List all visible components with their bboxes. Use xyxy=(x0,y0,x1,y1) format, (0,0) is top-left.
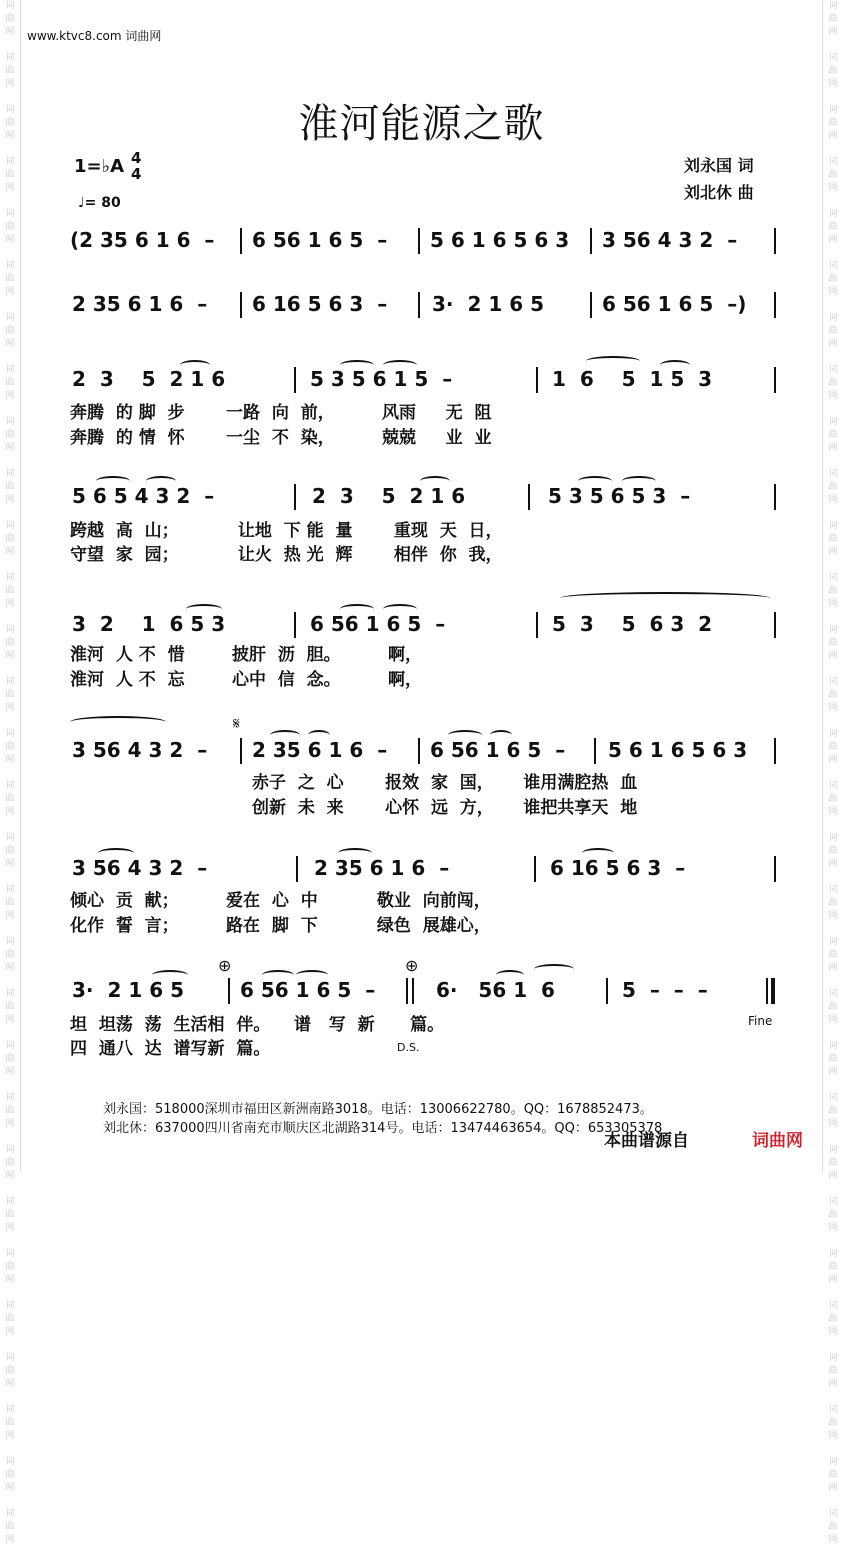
slur xyxy=(448,730,482,740)
barline xyxy=(774,292,776,318)
measure: 5 3 5 6 3 2 xyxy=(552,612,713,636)
measure: 2 35 6 1 6 – xyxy=(72,292,208,316)
score-line-8 xyxy=(70,978,780,1008)
measure: 5 6 5 4 3 2 – xyxy=(72,484,215,508)
barline xyxy=(418,292,420,318)
time-signature xyxy=(131,150,141,182)
slur xyxy=(560,592,770,604)
source-label: 本曲谱源自 xyxy=(604,1131,689,1151)
barline xyxy=(590,292,592,318)
coda-sign: ⊕ xyxy=(218,956,232,975)
score-line-7 xyxy=(70,856,780,886)
lyricist-credit: 刘永国 词 xyxy=(684,156,754,175)
lyric-line: 四 通八 达 谱写新 篇。 xyxy=(70,1039,271,1059)
measure: 3· 2 1 6 5 xyxy=(432,292,544,316)
slur xyxy=(146,476,176,486)
time-top: 4 xyxy=(131,149,142,167)
barline xyxy=(536,612,538,638)
site-url[interactable]: www.ktvc8.com 词曲网 xyxy=(27,29,162,43)
measure: 6 16 5 6 3 – xyxy=(252,292,388,316)
measure: 6 16 5 6 3 – xyxy=(550,856,686,880)
segno-sign: 𝄋 xyxy=(233,714,240,733)
barline xyxy=(774,228,776,254)
slur xyxy=(490,730,512,740)
final-barline xyxy=(771,978,775,1004)
lyric-line: 倾心 贡 献； 爱在 心 中 敬业 向前闯， xyxy=(70,891,491,911)
score-line-1 xyxy=(70,228,780,258)
barline xyxy=(774,612,776,638)
measure: 1 6 5 1 5 3 xyxy=(552,367,713,391)
measure: 6 56 1 6 5 –) xyxy=(602,292,747,316)
measure: 6 56 1 6 5 – xyxy=(240,978,376,1002)
lyric-line: 创新 未 来 心怀 远 方， 谁把共享天 地 xyxy=(252,798,638,818)
slur xyxy=(262,970,294,980)
time-bottom: 4 xyxy=(131,165,142,183)
barline xyxy=(528,484,530,510)
score-line-4 xyxy=(70,484,780,514)
measure: 2 35 6 1 6 – xyxy=(314,856,450,880)
lyric-line: 化作 誓 言； 路在 脚 下 绿色 展雄心， xyxy=(70,916,491,936)
barline xyxy=(294,367,296,393)
measure: 5 3 5 6 1 5 – xyxy=(310,367,453,391)
lyric-line: 守望 家 园； 让火 热 光 辉 相伴 你 我， xyxy=(70,545,503,565)
coda-sign: ⊕ xyxy=(405,956,419,975)
barline xyxy=(774,738,776,764)
barline xyxy=(228,978,230,1004)
slur xyxy=(578,476,612,486)
barline xyxy=(534,856,536,882)
lyric-line: 赤子 之 心 报效 家 国， 谁用满腔热 血 xyxy=(252,773,638,793)
ds-mark: D.S. xyxy=(397,1041,420,1054)
barline xyxy=(240,292,242,318)
lyricist-address: 刘永国：518000深圳市福田区新洲南路3018。电话：13006622780。QQ：1678852473。 xyxy=(103,1102,653,1117)
barline xyxy=(406,978,408,1004)
composer-address: 刘北休：637000四川省南充市顺庆区北湖路314号。电话：13474463654。QQ：653305378 xyxy=(103,1121,663,1136)
barline xyxy=(590,228,592,254)
fine-mark: Fine xyxy=(748,1014,773,1028)
barline xyxy=(594,738,596,764)
lyric-line: 跨越 高 山； 让地 下 能 量 重现 天 日， xyxy=(70,521,503,541)
slur xyxy=(582,848,614,858)
slur xyxy=(186,604,222,614)
measure: 5 6 1 6 5 6 3 xyxy=(608,738,748,762)
slur xyxy=(180,360,210,370)
measure: 3 2 1 6 5 3 xyxy=(72,612,226,636)
slur xyxy=(622,476,656,486)
lyric-line: 淮河 人 不 忘 心中 信 念。 啊， xyxy=(70,670,422,690)
lyric-line: 淮河 人 不 惜 披肝 沥 胆。 啊， xyxy=(70,645,422,665)
lyric-line: 坦 坦荡 荡 生活相 伴。 谱 写 新 篇。 xyxy=(70,1015,445,1035)
lyric-line: 奔腾 的 情 怀 一尘 不 染， 兢兢 业 业 xyxy=(70,428,492,448)
slur xyxy=(338,848,372,858)
measure: 5 3 5 6 5 3 – xyxy=(548,484,691,508)
score-line-2 xyxy=(70,292,780,322)
measure: 2 3 5 2 1 6 xyxy=(312,484,466,508)
slur xyxy=(660,360,690,370)
slur xyxy=(96,476,130,486)
measure: 2 3 5 2 1 6 xyxy=(72,367,226,391)
barline xyxy=(240,228,242,254)
tempo-mark: ♩= 80 xyxy=(78,195,121,211)
measure: 3 56 4 3 2 – xyxy=(602,228,738,252)
slur xyxy=(98,848,134,858)
barline xyxy=(418,738,420,764)
key-signature: 1=♭A xyxy=(74,156,125,177)
barline xyxy=(294,484,296,510)
slur xyxy=(70,716,166,728)
slur xyxy=(340,360,374,370)
slur xyxy=(340,604,374,614)
lyric-line: 奔腾 的 脚 步 一路 向 前， 风雨 无 阻 xyxy=(70,403,492,423)
barline xyxy=(418,228,420,254)
score-line-5 xyxy=(70,612,780,642)
slur xyxy=(534,964,574,974)
barline xyxy=(774,367,776,393)
barline xyxy=(296,856,298,882)
measure: 3 56 4 3 2 – xyxy=(72,738,208,762)
score-line-3 xyxy=(70,367,780,397)
measure: 6 56 1 6 5 – xyxy=(310,612,446,636)
barline xyxy=(774,856,776,882)
slur xyxy=(586,356,640,366)
slur xyxy=(383,360,417,370)
left-watermark: 词 曲 网 词 曲 网 词 曲 网 词 曲 网 词 曲 网 词 曲 网 词 曲 网 词 曲 网 词 曲 网 词 曲 网 词 曲 网 词 曲 网 词 曲 网 词 曲 网 词 曲 网 词 曲 网 词 曲 网 词 曲 网 词 曲 网 词 曲 网 词 曲 网 词 曲 网 词 曲 网 词 曲 网 词 曲 网 词 曲 网 词 曲 网 词 曲 网 词 曲 网 词 曲 网 xyxy=(5,1,15,1545)
brand-link[interactable]: 词曲网 xyxy=(752,1131,803,1151)
measure: 2 35 6 1 6 – xyxy=(252,738,388,762)
barline xyxy=(294,612,296,638)
song-title: 淮河能源之歌 xyxy=(298,101,545,147)
measure: 5 6 1 6 5 6 3 xyxy=(430,228,570,252)
measure: (2 35 6 1 6 – xyxy=(70,228,215,252)
barline xyxy=(774,484,776,510)
barline xyxy=(606,978,608,1004)
composer-credit: 刘北休 曲 xyxy=(684,183,754,202)
barline xyxy=(240,738,242,764)
barline xyxy=(536,367,538,393)
measure: 5 – – – xyxy=(622,978,708,1002)
slur xyxy=(383,604,417,614)
barline xyxy=(766,978,768,1004)
measure: 3 56 4 3 2 – xyxy=(72,856,208,880)
slur xyxy=(152,970,188,980)
slur xyxy=(420,476,450,486)
slur xyxy=(496,970,524,980)
measure: 3· 2 1 6 5 xyxy=(72,978,184,1002)
measure: 6· 56 1 6 xyxy=(436,978,555,1002)
measure: 6 56 1 6 5 – xyxy=(252,228,388,252)
slur xyxy=(296,970,328,980)
slur xyxy=(308,730,330,740)
barline xyxy=(412,978,414,1004)
slur xyxy=(270,730,300,740)
right-watermark: 词 曲 网 词 曲 网 词 曲 网 词 曲 网 词 曲 网 词 曲 网 词 曲 网 词 曲 网 词 曲 网 词 曲 网 词 曲 网 词 曲 网 词 曲 网 词 曲 网 词 曲 网 词 曲 网 词 曲 网 词 曲 网 词 曲 网 词 曲 网 词 曲 网 词 曲 网 词 曲 网 词 曲 网 词 曲 网 词 曲 网 词 曲 网 词 曲 网 词 曲 网 词 曲 网 xyxy=(828,1,838,1545)
right-border xyxy=(822,0,823,1172)
measure: 6 56 1 6 5 – xyxy=(430,738,566,762)
score-line-6 xyxy=(70,738,780,768)
left-border xyxy=(20,0,21,1172)
